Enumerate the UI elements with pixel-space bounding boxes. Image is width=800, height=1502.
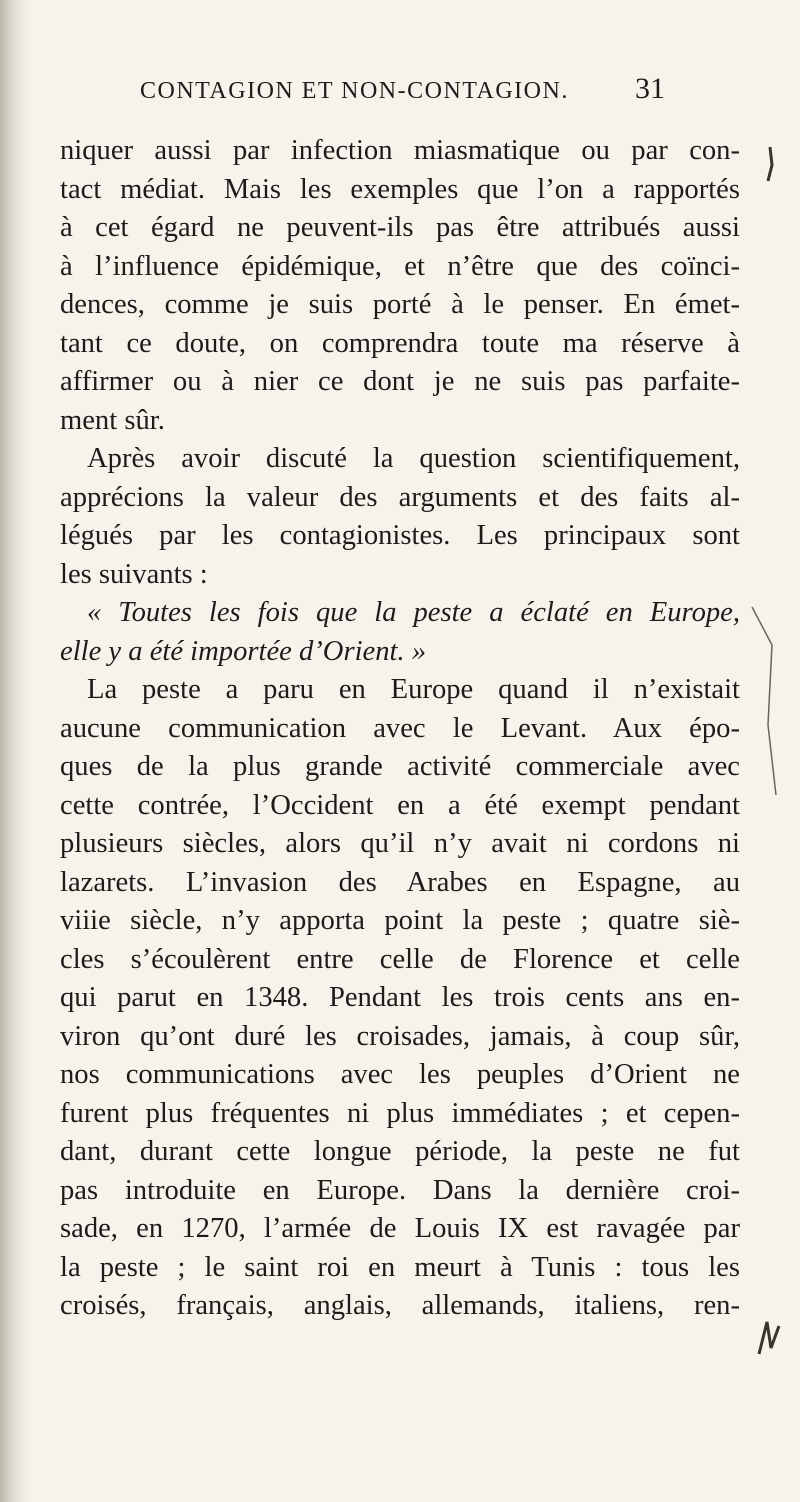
text-line: furent plus fréquentes ni plus immédiates ; et cepen- [60,1097,740,1129]
text-line: ment sûr. [60,404,165,436]
margin-ink-mark [755,1318,785,1358]
text-line: cette contrée, l’Occident en a été exempt pendant [60,789,740,821]
text-line: tact médiat. Mais les exemples que l’on a rapportés [60,173,740,205]
running-head [60,72,740,126]
text-line: plusieurs siècles, alors qu’il n’y avait ni cordons ni [60,828,740,859]
text-line: apprécions la valeur des arguments et des faits al- [60,481,740,513]
text-line: viron qu’ont duré les croisades, jamais, à coup sûr, [60,1020,740,1052]
text-line: viiie siècle, n’y apporta point la peste ; quatre siè- [60,905,740,936]
text-line: sade, en 1270, l’armée de Louis IX est ravagée par [60,1213,740,1244]
margin-ink-stroke [750,605,780,805]
quote-line: « Toutes les fois que la peste a éclaté en Europe, [87,597,740,628]
text-line: dences, comme je suis porté à le penser. En émet- [60,289,740,320]
book-page [60,72,740,1326]
text-line: aucune communication avec le Levant. Aux épo- [60,712,740,744]
text-line: croisés, français, anglais, allemands, italiens, ren- [60,1290,740,1321]
text-line: nos communications avec les peuples d’Orient ne [60,1059,740,1090]
text-line: légués par les contagionistes. Les principaux sont [60,520,740,551]
binding-gutter-shadow [0,0,30,1502]
text-line: affirmer ou à nier ce dont je ne suis pas parfaite- [60,366,740,397]
page-number: 31 [635,72,665,105]
text-line: pas introduite en Europe. Dans la dernière croi- [60,1174,740,1206]
text-line: à l’influence épidémique, et n’être que des coïnci- [60,250,740,282]
text-line: les suivants : [60,558,208,590]
text-line: cles s’écoulèrent entre celle de Florence et celle [60,943,740,975]
margin-ink-mark [760,145,780,185]
text-line: lazarets. L’invasion des Arabes en Espagne, au [60,866,740,898]
text-line: à cet égard ne peuvent-ils pas être attribués aussi [60,212,740,243]
text-line: dant, durant cette longue période, la peste ne fut [60,1136,740,1167]
quote-line: elle y a été importée d’Orient. » [60,635,427,667]
running-title: CONTAGION ET NON-CONTAGION. [140,78,569,104]
text-line: niquer aussi par infection miasmatique ou par con- [60,135,740,166]
text-line: Après avoir discuté la question scientifiquement, [87,443,740,474]
text-line: La peste a paru en Europe quand il n’existait [87,674,740,705]
text-line: ques de la plus grande activité commerciale avec [60,751,740,782]
text-line: tant ce doute, on comprendra toute ma réserve à [60,327,740,359]
text-line: la peste ; le saint roi en meurt à Tunis : tous les [60,1251,740,1283]
body-text [60,132,740,1326]
text-line: qui parut en 1348. Pendant les trois cents ans en- [60,982,740,1013]
